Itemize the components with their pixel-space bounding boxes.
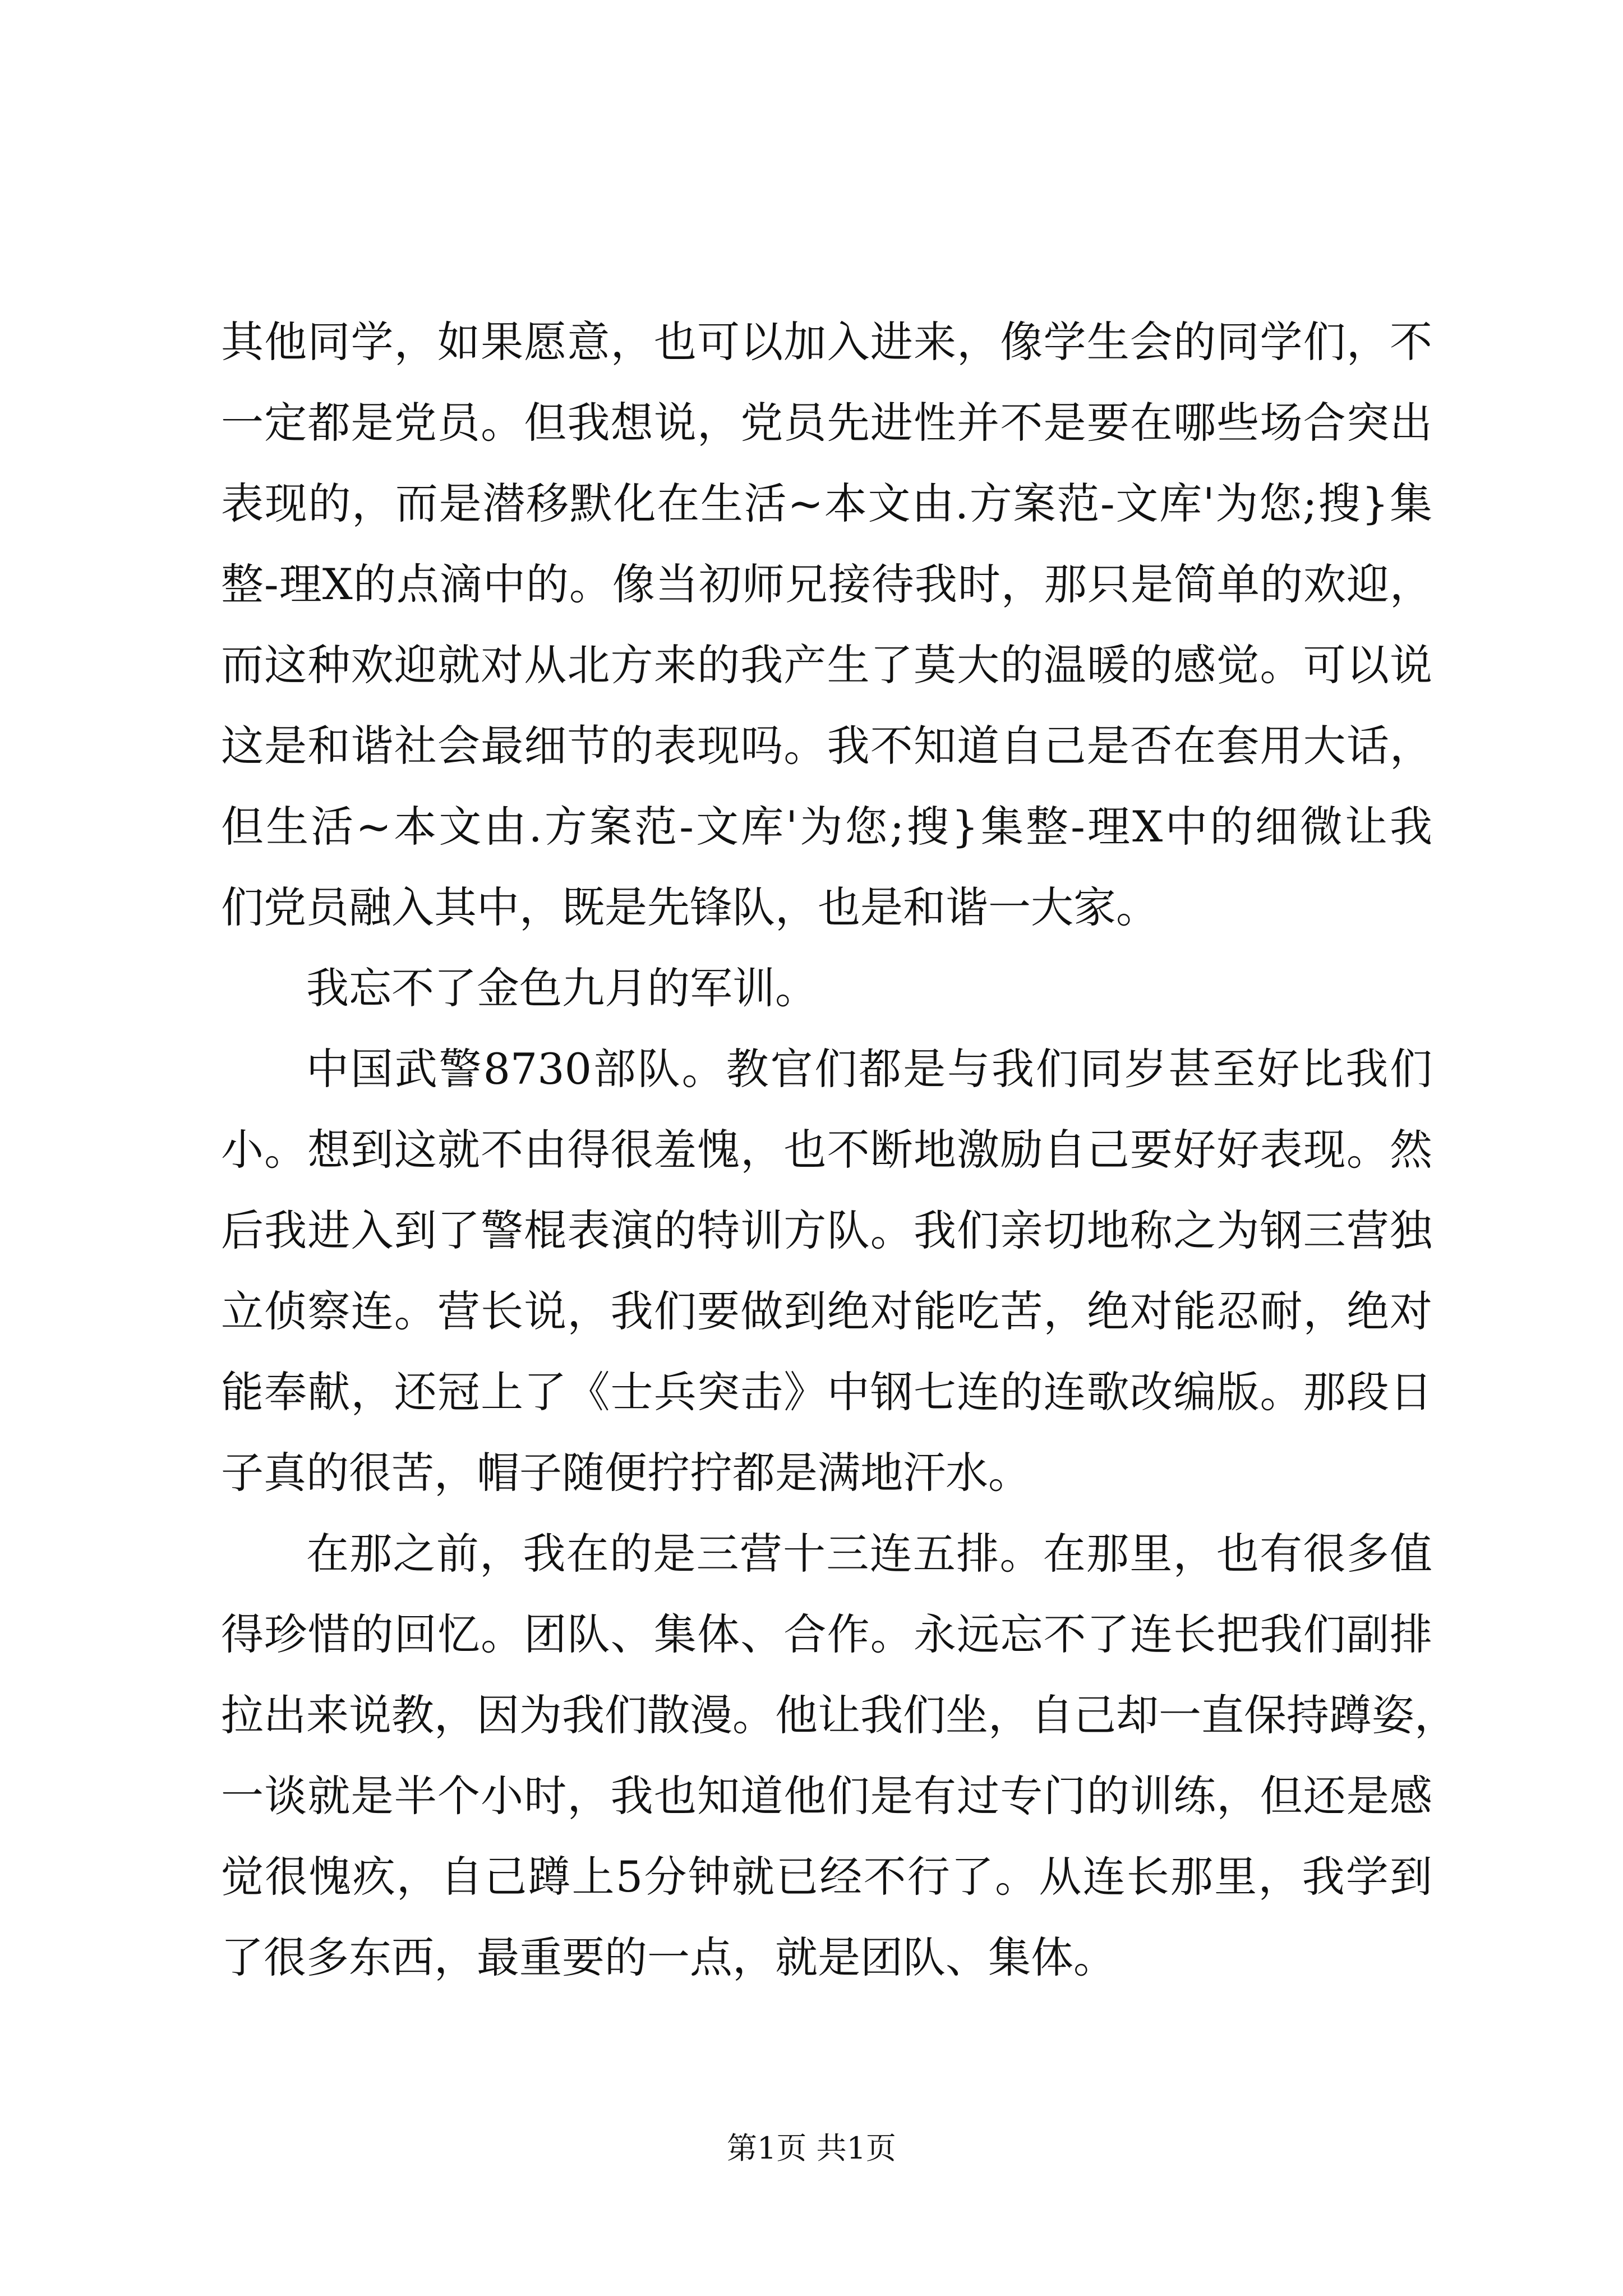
page-footer <box>0 2126 1623 2171</box>
paragraph <box>221 1513 1457 1998</box>
paragraph <box>221 1029 1432 1513</box>
text-line: 中国武警8730部队。教官们都是与我们同岁甚至好比我们 <box>306 1044 1432 1094</box>
text-line: 其他同学，如果愿意，也可以加入进来，像学生会的同学们，不 <box>221 317 1432 367</box>
text-line: 一谈就是半个小时，我也知道他们是有过专门的训练，但还是感 <box>221 1771 1432 1821</box>
text-line: 小。想到这就不由得很羞愧，也不断地激励自己要好好表现。然 <box>221 1125 1432 1175</box>
text-line: 表现的，而是潜移默化在生活~本文由.方案范-文库'为您;搜}集 <box>221 478 1432 528</box>
text-line: 子真的很苦，帽子随便拧拧都是满地汗水。 <box>221 1448 1031 1498</box>
text-line: 们党员融入其中，既是先锋队，也是和谐一大家。 <box>221 882 1159 932</box>
text-line: 这是和谐社会最细节的表现吗。我不知道自己是否在套用大话， <box>221 721 1432 771</box>
text-line: 在那之前，我在的是三营十三连五排。在那里，也有很多值 <box>306 1529 1432 1579</box>
text-line: 觉很愧疚，自己蹲上5分钟就已经不行了。从连长那里，我学到 <box>221 1852 1432 1902</box>
text-line: 能奉献，还冠上了《士兵突击》中钢七连的连歌改编版。那段日 <box>221 1367 1432 1417</box>
text-line: 一定都是党员。但我想说，党员先进性并不是要在哪些场合突出 <box>221 398 1432 448</box>
text-line: 拉出来说教，因为我们散漫。他让我们坐，自己却一直保持蹲姿， <box>221 1690 1457 1740</box>
text-line: 立侦察连。营长说，我们要做到绝对能吃苦，绝对能忍耐，绝对 <box>221 1286 1432 1336</box>
text-line: 但生活~本文由.方案范-文库'为您;搜}集整-理X中的细微让我 <box>221 802 1432 852</box>
paragraph <box>221 948 1432 1029</box>
text-line: 整-理X的点滴中的。像当初师兄接待我时，那只是简单的欢迎， <box>221 559 1432 609</box>
text-line: 了很多东西，最重要的一点，就是团队、集体。 <box>221 1932 1116 1982</box>
body-text <box>221 302 1457 1998</box>
text-line: 得珍惜的回忆。团队、集体、合作。永远忘不了连长把我们副排 <box>221 1609 1432 1659</box>
text-line: 后我进入到了警棍表演的特训方队。我们亲切地称之为钢三营独 <box>221 1205 1432 1255</box>
paragraph <box>221 302 1432 948</box>
text-line: 而这种欢迎就对从北方来的我产生了莫大的温暖的感觉。可以说 <box>221 640 1432 690</box>
page-indicator: 第1页 共1页 <box>727 2131 896 2166</box>
text-line: 我忘不了金色九月的军训。 <box>306 963 818 1013</box>
